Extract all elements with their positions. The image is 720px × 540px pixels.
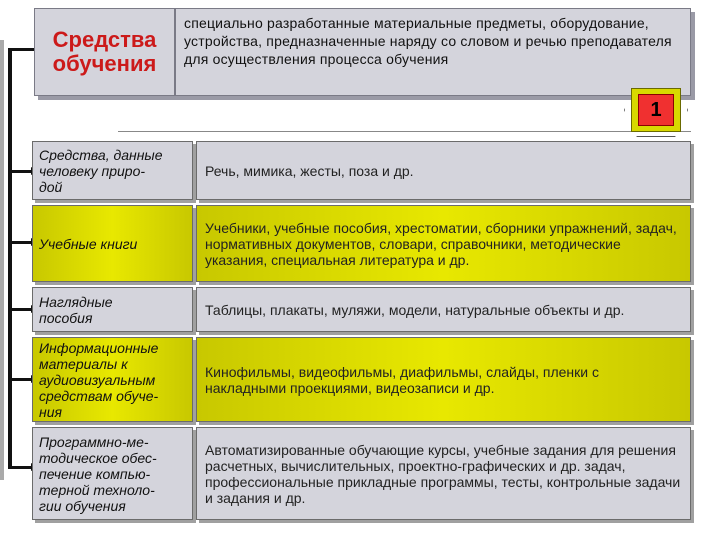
description-text: Кинофильмы, видеофильмы, диафильмы, слайды, пленки с накладными проекциями, видеозаписи и др. xyxy=(205,363,599,396)
connector-arrow xyxy=(8,241,32,244)
category-label: Средства, данные человеку приро- дой xyxy=(39,146,163,195)
description-box xyxy=(196,427,691,520)
description-text: Речь, мимика, жесты, поза и др. xyxy=(205,162,414,179)
category-box xyxy=(32,141,193,200)
left-edge-bar xyxy=(0,40,4,480)
tree-connector-top xyxy=(8,48,36,51)
connector-arrow xyxy=(8,308,32,311)
category-label: Информационные материалы к аудиовизуальным средствам обуче- ния xyxy=(39,339,159,420)
separator-line xyxy=(118,131,691,132)
description-text: Учебники, учебные пособия, хрестоматии, сборники упражнений, задач, нормативных документов, словари, справочники, методические указания, специальная литература и др. xyxy=(205,219,677,268)
category-label: Программно-ме- тодическое обес- печение компью- терной техноло- гии обучения xyxy=(39,433,157,514)
diagram-title: Средства обучения xyxy=(52,27,157,76)
category-box xyxy=(32,205,193,282)
category-box xyxy=(32,337,193,422)
tree-connector-line xyxy=(8,48,12,468)
description-text: Автоматизированные обучающие курсы, учебные задания для решения расчетных, вычислительных, проектно-графических и др. задач, профессиональные прикладные программы, тесты, контрольные задачи и задания и др. xyxy=(205,441,681,506)
category-label: Наглядные пособия xyxy=(39,293,113,326)
description-box xyxy=(196,337,691,422)
connector-arrow xyxy=(8,466,32,469)
slide-number-badge xyxy=(631,88,681,132)
definition-text: специально разработанные материальные предметы, оборудование, устройства, предназначенные наряду со словом и речью преподавателя для осуществления процесса обучения xyxy=(184,15,672,67)
category-box xyxy=(32,287,193,332)
badge-inner xyxy=(638,94,674,126)
description-text: Таблицы, плакаты, муляжи, модели, натуральные объекты и др. xyxy=(205,301,625,318)
connector-arrow xyxy=(8,378,32,381)
description-box xyxy=(196,141,691,200)
description-box xyxy=(196,205,691,282)
description-box xyxy=(196,287,691,332)
badge-number: 1 xyxy=(650,98,662,121)
definition-box xyxy=(175,8,691,96)
title-box xyxy=(34,8,175,96)
category-box xyxy=(32,427,193,520)
category-label: Учебные книги xyxy=(39,235,138,252)
connector-arrow xyxy=(8,170,32,173)
